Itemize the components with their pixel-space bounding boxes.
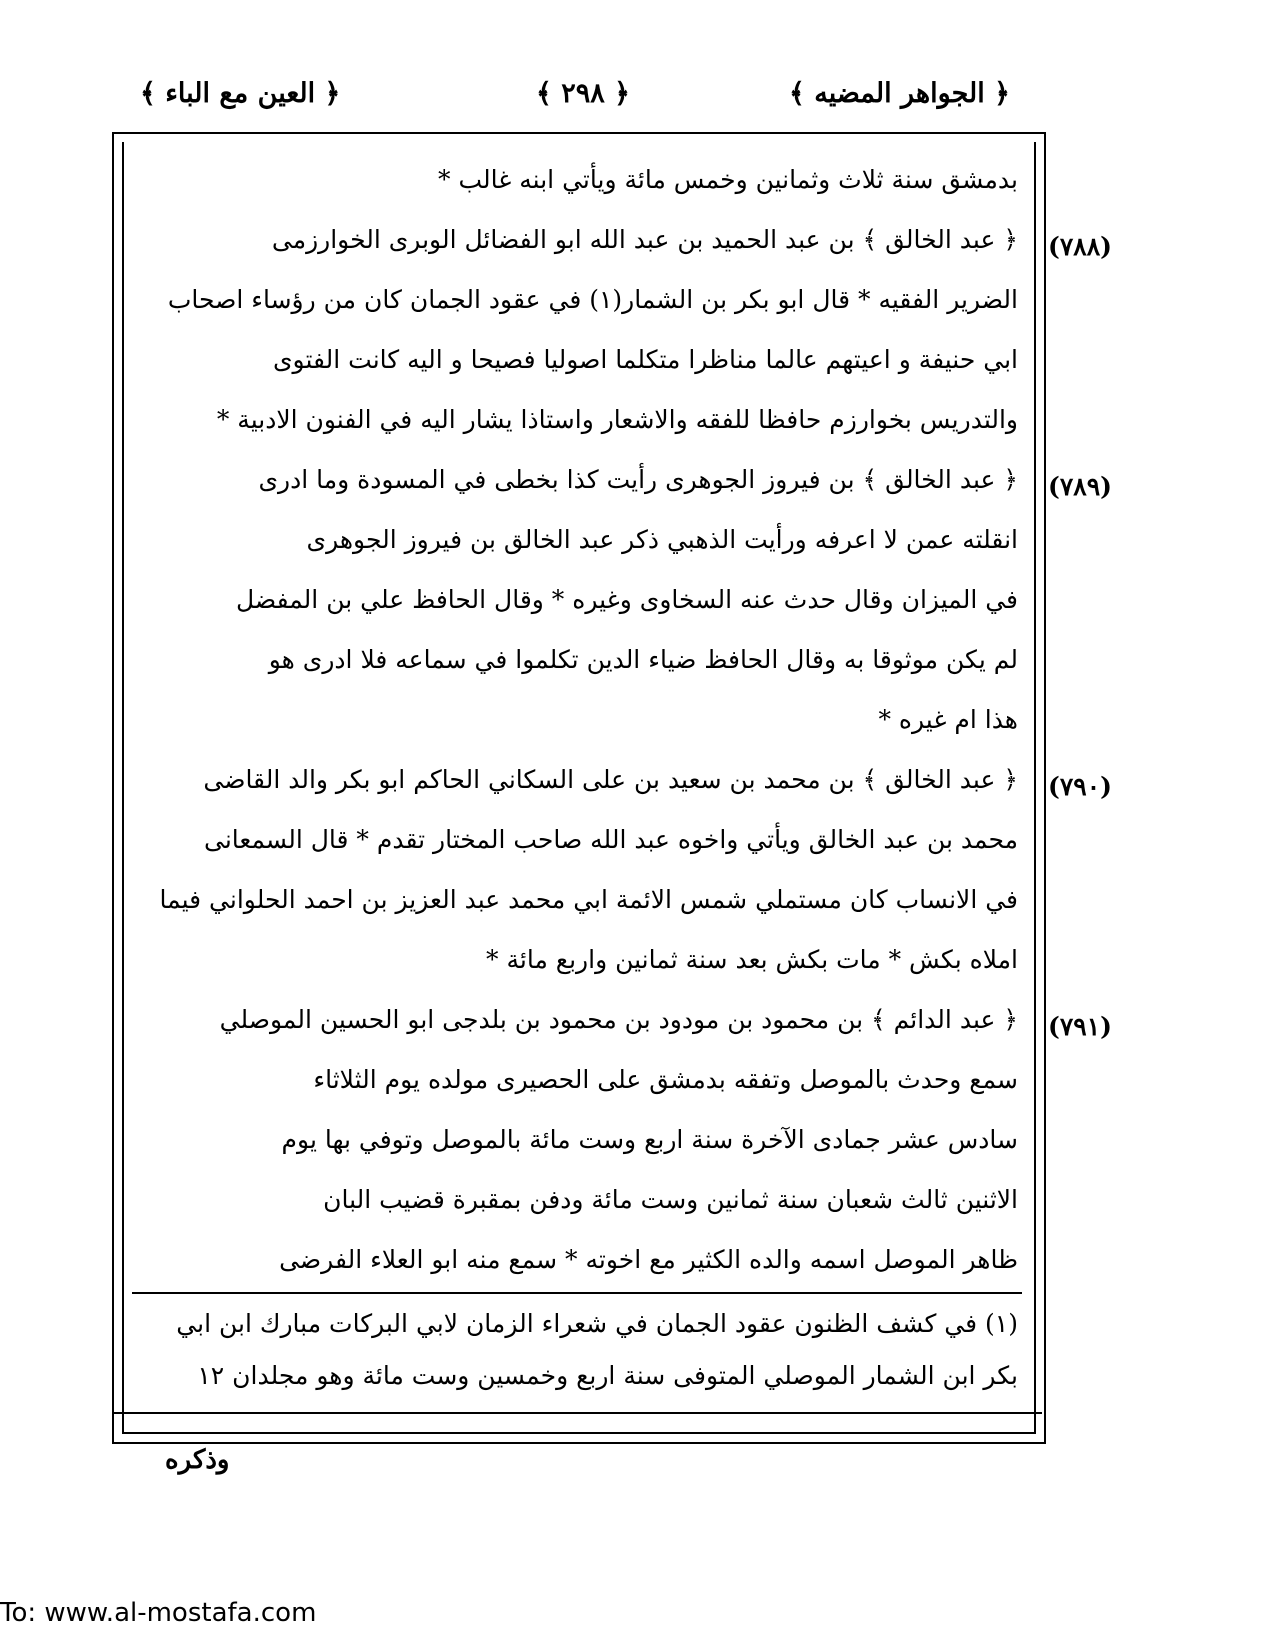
page-header [140,78,1010,130]
text-line: في الميزان وقال حدث عنه السخاوى وغيره * وقال الحافظ علي بن المفضل [235,585,1018,614]
entry-number: (٧٩٠) [1048,772,1112,801]
text-line: بدمشق سنة ثلاث وثمانين وخمس مائة ويأتي ابنه غالب * [438,165,1018,194]
text-line: والتدريس بخوارزم حافظا للفقه والاشعار واستاذا يشار اليه في الفنون الادبية * [216,405,1018,434]
footnote-line: (١) في كشف الظنون عقود الجمان في شعراء الزمان لابي البركات مبارك ابن ابي [176,1309,1018,1338]
text-line: لم يكن موثوقا به وقال الحافظ ضياء الدين تكلموا في سماعه فلا ادرى هو [268,645,1018,674]
footnote-line: بكر ابن الشمار الموصلي المتوفى سنة اربع وخمسين وست مائة وهو مجلدان ١٢ [197,1361,1018,1390]
text-line: محمد بن عبد الخالق ويأتي واخوه عبد الله صاحب المختار تقدم * قال السمعانى [204,825,1018,854]
text-line: ﴿ عبد الخالق ﴾ بن محمد بن سعيد بن على السكاني الحاكم ابو بكر والد القاضى [203,765,1018,794]
entry-number: (٧٨٨) [1048,232,1112,261]
text-line: سمع وحدث بالموصل وتفقه بدمشق على الحصيرى مولده يوم الثلاثاء [313,1065,1018,1094]
page-number: ﴿ ٢٩٨ ﴾ [536,78,630,109]
text-line: ابي حنيفة و اعيتهم عالما مناظرا متكلما اصوليا فصيحا و اليه كانت الفتوى [272,345,1018,374]
text-line: ﴿ عبد الدائم ﴾ بن محمود بن مودود بن محمود بن بلدجى ابو الحسين الموصلي [219,1005,1018,1034]
book-title: ﴿ الجواهر المضيه ﴾ [789,78,1010,109]
chapter-title: ﴿ العين مع الباء ﴾ [140,78,341,109]
entry-number: (٧٩١) [1048,1012,1112,1041]
entry-number: (٧٨٩) [1048,472,1112,501]
text-line: الاثنين ثالث شعبان سنة ثمانين وست مائة ودفن بمقبرة قضيب البان [323,1185,1018,1214]
text-line: ظاهر الموصل اسمه والده الكثير مع اخوته * سمع منه ابو العلاء الفرضى [279,1245,1018,1274]
watermark-text[interactable]: To: www.al-mostafa.com [0,1598,317,1628]
text-line: ﴿ عبد الخالق ﴾ بن عبد الحميد بن عبد الله ابو الفضائل الوبرى الخوارزمى [271,225,1018,254]
text-line: املاه بكش * مات بكش بعد سنة ثمانين واربع مائة * [486,945,1018,974]
text-line: سادس عشر جمادى الآخرة سنة اربع وست مائة بالموصل وتوفي بها يوم [281,1125,1018,1154]
text-line: هذا ام غيره * [878,705,1018,734]
footnote-divider [132,1292,1022,1294]
catchword: وذكره [165,1445,230,1475]
text-line: انقلته عمن لا اعرفه ورأيت الذهبي ذكر عبد الخالق بن فيروز الجوهرى [306,525,1018,554]
text-line: ﴿ عبد الخالق ﴾ بن فيروز الجوهرى رأيت كذا بخطى في المسودة وما ادرى [258,465,1018,494]
text-line: الضرير الفقيه * قال ابو بكر بن الشمار(١) في عقود الجمان كان من رؤساء اصحاب [167,285,1018,314]
text-line: في الانساب كان مستملي شمس الائمة ابي محمد عبد العزيز بن احمد الحلواني فيما [159,885,1018,914]
bottom-divider [112,1412,1042,1414]
